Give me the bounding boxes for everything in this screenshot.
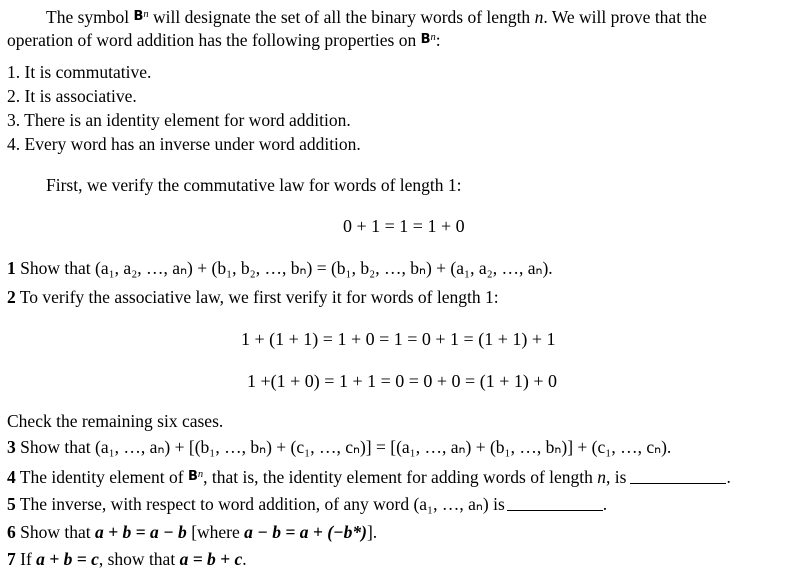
exercise-text: . [242, 549, 247, 569]
exercise-3 [7, 439, 671, 457]
exercise-number: 2 [7, 287, 16, 307]
superscript-n: n [197, 469, 204, 481]
binary-set-symbol: B [187, 468, 198, 484]
bold-expression: a = b + c [179, 549, 243, 569]
exercise-text: Show that (a₁, a₂, …, aₙ) + (b₁, b₂, …, bₙ) = (b₁, b₂, …, bₙ) + (a₁, a₂, …, aₙ). [15, 258, 553, 278]
period: . [726, 467, 731, 487]
property-item: 1. It is commutative. [7, 62, 152, 82]
exercise-4 [7, 469, 731, 487]
commutative-intro: First, we verify the commutative law for words of length 1: [46, 175, 462, 195]
exercise-5 [7, 496, 607, 514]
superscript-n: n [430, 32, 436, 44]
bold-expression: a + b = c [36, 549, 99, 569]
answer-blank[interactable] [630, 481, 726, 484]
exercise-text: [where [186, 522, 245, 542]
binary-set-symbol: B [133, 8, 144, 24]
exercise-number: 5 [7, 494, 16, 514]
exercise-text: Show that [15, 522, 95, 542]
exercise-number: 6 [7, 522, 16, 542]
exercise-1 [7, 260, 553, 278]
intro-text: will designate the set of all the binary words of length [148, 7, 535, 27]
equation-associative-2: 1 +(1 + 0) = 1 + 1 = 0 = 0 + 0 = (1 + 1) + 0 [247, 371, 557, 391]
exercise-text: To verify the associative law, we first verify it for words of length 1: [15, 287, 499, 307]
intro-text: The symbol [46, 7, 134, 27]
property-item: 2. It is associative. [7, 86, 137, 106]
exercise-number: 1 [7, 258, 16, 278]
length-n: n [597, 467, 607, 487]
intro-line-2 [7, 32, 441, 50]
exercise-text: The identity element of [15, 467, 188, 487]
property-item: 4. Every word has an inverse under word addition. [7, 134, 361, 154]
equation-commutative: 0 + 1 = 1 = 1 + 0 [343, 216, 465, 236]
exercise-text: If [15, 549, 37, 569]
equation-associative-1: 1 + (1 + 1) = 1 + 0 = 1 = 0 + 1 = (1 + 1) + 1 [241, 329, 556, 349]
property-item: 3. There is an identity element for word addition. [7, 110, 351, 130]
exercise-number: 7 [7, 549, 16, 569]
exercise-6 [7, 524, 377, 542]
exercise-text: The inverse, with respect to word addition, of any word (a₁, …, aₙ) is [15, 494, 505, 514]
exercise-text: ]. [366, 522, 378, 542]
exercise-number: 3 [7, 437, 16, 457]
intro-text: . We will prove that the [543, 7, 707, 27]
period: . [602, 494, 608, 514]
intro-line-1 [46, 9, 707, 27]
bold-expression: a + b = a − b [95, 522, 187, 542]
superscript-n: n [143, 9, 149, 21]
binary-set-symbol: B [420, 31, 431, 47]
length-n: n [534, 7, 544, 27]
intro-text: : [435, 30, 441, 50]
bold-expression: a − b = a + (−b*) [244, 522, 367, 542]
exercise-text: , show that [98, 549, 180, 569]
answer-blank[interactable] [507, 508, 603, 511]
exercise-number: 4 [7, 467, 16, 487]
exercise-7 [7, 551, 247, 569]
exercise-text: , that is, the identity element for adding words of length [203, 467, 598, 487]
intro-text: operation of word addition has the following properties on [7, 30, 421, 50]
exercise-text: Show that (a₁, …, aₙ) + [(b₁, …, bₙ) + (c₁, …, cₙ)] = [(a₁, …, aₙ) + (b₁, …, bₙ)] + (c₁, …, cₙ). [15, 437, 672, 457]
check-remaining-text: Check the remaining six cases. [7, 411, 224, 431]
exercise-text: , is [606, 467, 627, 487]
exercise-2 [7, 289, 499, 307]
